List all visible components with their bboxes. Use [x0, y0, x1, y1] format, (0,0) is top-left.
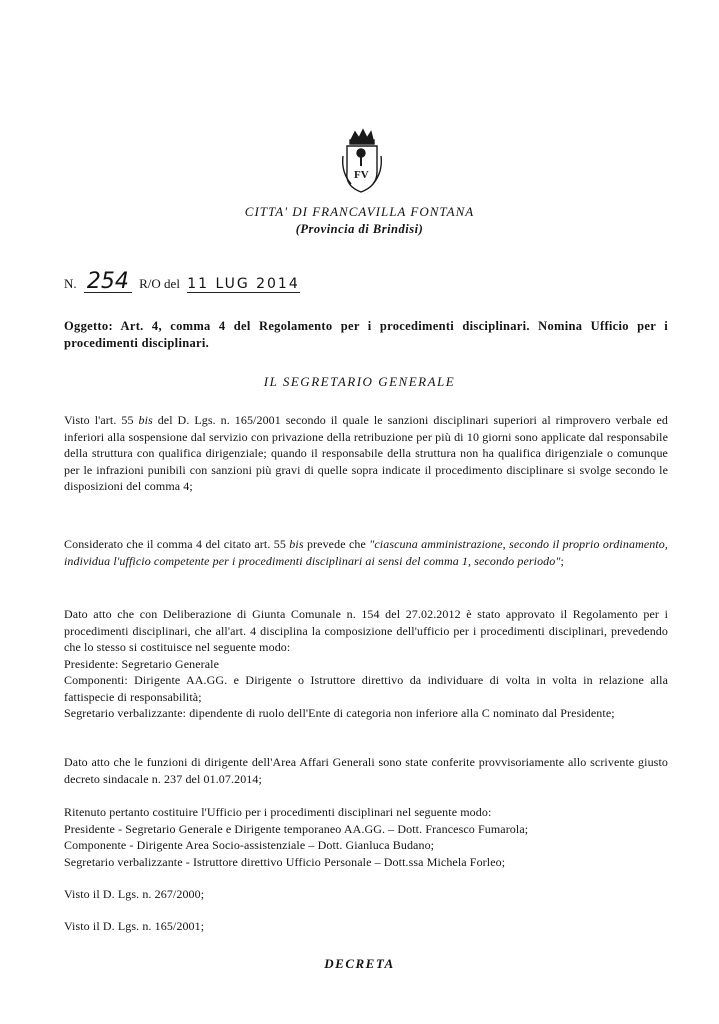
city-name: CITTA' DI FRANCAVILLA FONTANA	[244, 204, 475, 219]
register-date-stamp: 11 LUG 2014	[187, 276, 300, 292]
ufficio-segretario: Segretario verbalizzante - Istruttore direttivo Ufficio Personale – Dott.ssa Michela Forleo;	[64, 854, 506, 869]
paragraph-dato-atto-regolamento	[64, 606, 668, 722]
svg-text:FV: FV	[354, 169, 369, 181]
register-number: 254	[84, 272, 132, 293]
municipal-crest-icon	[337, 126, 385, 198]
regolamento-intro: Dato atto che con Deliberazione di Giunta Comunale n. 154 del 27.02.2012 è stato approvato il Regolamento per i procedimenti disciplinari, che all'art. 4 disciplina la composizione dell'ufficio per i procedimenti disciplinari, prevedendo che lo stesso si costituisce nel seguente modo:	[64, 607, 668, 654]
paragraph-ritenuto	[64, 804, 668, 870]
ufficio-presidente: Presidente - Segretario Generale e Dirigente temporaneo AA.GG. – Dott. Francesco Fumarola;	[64, 821, 529, 836]
paragraph-visto-165: Visto il D. Lgs. n. 165/2001;	[64, 919, 205, 933]
paragraph-dato-atto-funzioni: Dato atto che le funzioni di dirigente dell'Area Affari Generali sono state conferite provvisoriamente allo scrivente giusto decreto sindacale n. 237 del 01.07.2014;	[64, 755, 668, 786]
ufficio-componente: Componente - Dirigente Area Socio-assistenziale – Dott. Gianluca Budano;	[64, 838, 435, 852]
register-line	[64, 269, 300, 294]
regolamento-presidente: Presidente: Segretario Generale	[64, 656, 220, 671]
decreta-heading: DECRETA	[324, 956, 395, 971]
regolamento-segretario: Segretario verbalizzante: dipendente di ruolo dell'Ente di categoria non inferiore alla C nominato dal Presidente;	[64, 706, 615, 720]
ritenuto-intro: Ritenuto pertanto costituire l'Ufficio per i procedimenti disciplinari nel seguente modo:	[64, 805, 492, 819]
paragraph-considerato: Considerato che il comma 4 del citato art. 55 bis prevede che "ciascuna amministrazione, secondo il proprio ordinamento, individua l'ufficio competente per i procedimenti disciplinari ai sensi del comma 1, secondo periodo";	[64, 537, 668, 568]
subject-line: Oggetto: Art. 4, comma 4 del Regolamento per i procedimenti disciplinari. Nomina Ufficio per i procedimenti disciplinari.	[64, 319, 668, 350]
paragraph-visto-art55: Visto l'art. 55 bis del D. Lgs. n. 165/2001 secondo il quale le sanzioni disciplinari superiori al rimprovero verbale ed inferiori alla sospensione dal servizio con privazione della retribuzione per più di 10 giorni sono applicate dal responsabile della struttura con qualifica dirigenziale; quando il responsabile della struttura non ha qualifica dirigenziale o comunque per le infrazioni punibili con sanzioni più gravi di quelle sopra indicate il procedimento disciplinare si svolge secondo le disposizioni del comma 4;	[64, 413, 668, 493]
decree-author-heading: IL SEGRETARIO GENERALE	[263, 374, 456, 389]
paragraph-visto-267: Visto il D. Lgs. n. 267/2000;	[64, 887, 205, 901]
regolamento-componenti: Componenti: Dirigente AA.GG. e Dirigente o Istruttore direttivo da individuare di volta in volta in relazione alla fattispecie di responsabilità;	[64, 673, 668, 704]
province-name: (Provincia di Brindisi)	[295, 222, 424, 236]
register-number-label: N.	[64, 276, 77, 291]
register-ro-label: R/O del	[139, 276, 180, 291]
